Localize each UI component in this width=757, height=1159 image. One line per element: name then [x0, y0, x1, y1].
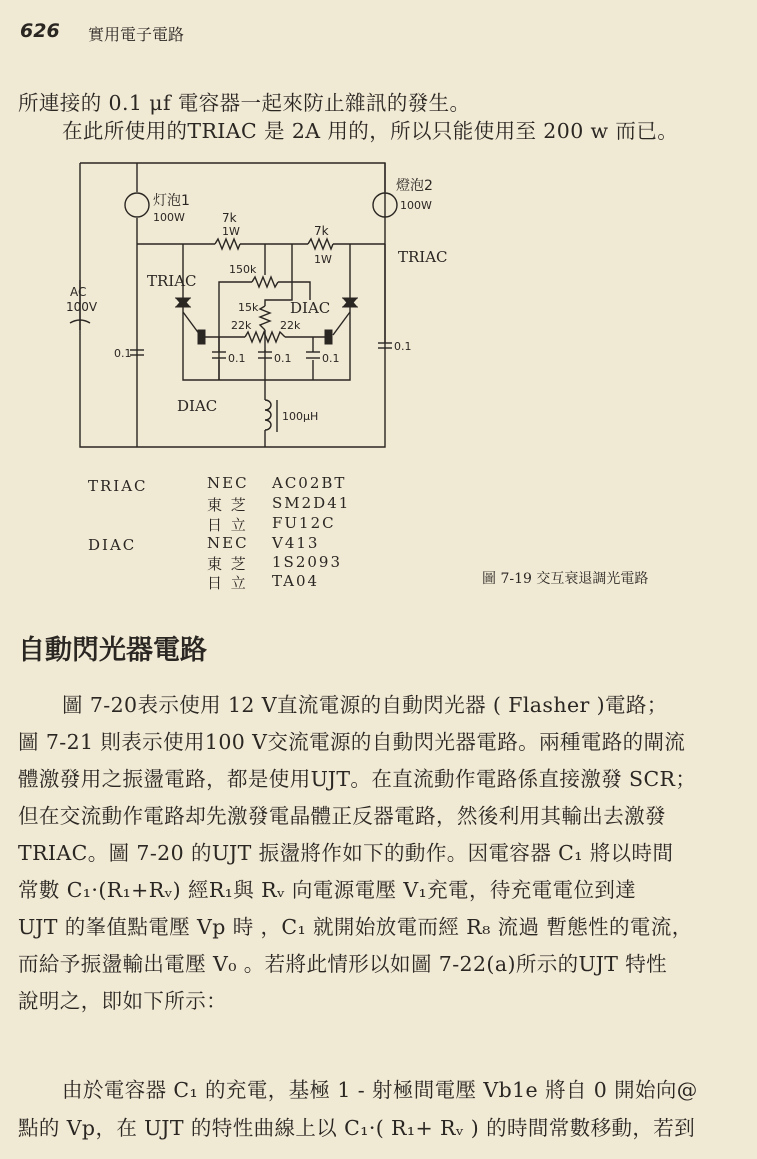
paragraph-line: TRIAC。圖 7-20 的UJT 振盪將作如下的動作。因電容器 C₁ 將以時間: [18, 841, 674, 865]
paragraph-line: 點的 Vp，在 UJT 的特性曲線上以 C₁·( R₁+ Rᵥ ) 的時間常數移動，若到: [18, 1116, 696, 1140]
part-maker: NEC: [207, 534, 249, 552]
part-number: FU12C: [272, 514, 336, 532]
paragraph-line: UJT 的峯值點電壓 Vp 時 ，C₁ 就開始放電而經 R₈ 流過 暫態性的電流，: [18, 915, 693, 939]
part-number: V413: [272, 534, 320, 552]
cap-left-value: 0.1: [114, 347, 132, 360]
intro-line: 在此所使用的TRIAC 是 2A 用的，所以只能使用至 200 w 而已。: [62, 119, 679, 143]
r1-power: 1W: [222, 225, 240, 238]
resistor-icon: [308, 239, 333, 249]
diac-left-label: DIAC: [177, 397, 218, 415]
paragraph-line: 圖 7-20表示使用 12 V直流電源的自動閃光器 ( Flasher )電路；: [62, 693, 668, 717]
inductor-value: 100μH: [282, 410, 319, 423]
diac-right-icon: [325, 330, 332, 344]
parts-label-triac: TRIAC: [88, 477, 148, 495]
cap-c-value: 0.1: [322, 352, 340, 365]
paragraph-line: 由於電容器 C₁ 的充電，基極 1 - 射極間電壓 Vb1e 將自 0 開始向@: [62, 1078, 698, 1102]
paragraph-line: 常數 C₁·(R₁+Rᵥ) 經R₁與 Rᵥ 向電源電壓 V₁充電，待充電電位到達: [18, 878, 637, 902]
intro-line: 所連接的 0.1 μf 電容器一起來防止雜訊的發生。: [18, 91, 471, 115]
part-number: SM2D41: [272, 494, 351, 512]
r2-power: 1W: [314, 253, 332, 266]
part-maker: 日 立: [207, 516, 248, 534]
paragraph-line: 說明之，即如下所示：: [18, 989, 227, 1013]
r-right-value: 22k: [280, 319, 301, 332]
cap-a-value: 0.1: [228, 352, 246, 365]
circuit-diagram: [0, 0, 757, 470]
section-heading: 自動閃光器電路: [18, 635, 207, 666]
resistor-icon: [260, 306, 270, 330]
triac-right-icon: [342, 298, 358, 307]
cap-b-value: 0.1: [274, 352, 292, 365]
lamp-1-power: 100W: [153, 211, 185, 224]
r2-value: 7k: [314, 224, 329, 238]
part-number: AC02BT: [272, 474, 347, 492]
part-maker: 東 芝: [207, 555, 248, 573]
r1-value: 7k: [222, 211, 237, 225]
part-number: 1S2093: [272, 553, 342, 571]
paragraph-line: 而給予振盪輸出電壓 V₀ 。若將此情形以如圖 7-22(a)所示的UJT 特性: [18, 952, 668, 976]
triac-left-icon: [175, 298, 191, 307]
cap-right-value: 0.1: [394, 340, 412, 353]
paragraph-line: 體激發用之振盪電路，都是使用UJT。在直流動作電路係直接激發 SCR；: [18, 767, 697, 791]
capacitor-icon: [306, 352, 320, 358]
part-maker: NEC: [207, 474, 249, 492]
potentiometer-icon: [252, 277, 278, 287]
part-number: TA04: [272, 572, 320, 590]
diac-right-label: DIAC: [290, 299, 331, 317]
running-header: 實用電子電路: [88, 25, 185, 44]
capacitor-icon: [378, 244, 392, 348]
triac-left-label: TRIAC: [147, 272, 197, 290]
lamp-2-label: 燈泡2: [396, 178, 433, 194]
lamp-1-icon: [125, 193, 149, 217]
r-mid-value: 15k: [238, 301, 259, 314]
r-left-value: 22k: [231, 319, 252, 332]
figure-caption: 圖 7-19 交互衰退調光電路: [482, 571, 649, 587]
source-voltage: 100V: [66, 300, 98, 314]
part-maker: 東 芝: [207, 496, 248, 514]
parts-label-diac: DIAC: [88, 536, 137, 554]
pot-value: 150k: [229, 263, 257, 276]
circuit-wires: [80, 163, 385, 447]
inductor-icon: [265, 400, 277, 432]
lamp-2-power: 100W: [400, 199, 432, 212]
source-label: AC: [70, 285, 87, 299]
lamp-1-label: 灯泡1: [153, 193, 190, 209]
triac-right-label: TRIAC: [398, 248, 448, 266]
resistor-icon: [215, 239, 240, 249]
page-number: 626: [20, 20, 60, 42]
part-maker: 日 立: [207, 574, 248, 592]
diac-left-icon: [198, 330, 205, 344]
paragraph-line: 但在交流動作電路却先激發電晶體正反器電路，然後利用其輸出去激發: [18, 804, 666, 828]
paragraph-line: 圖 7-21 則表示使用100 V交流電源的自動閃光器電路。兩種電路的閘流: [18, 730, 686, 754]
